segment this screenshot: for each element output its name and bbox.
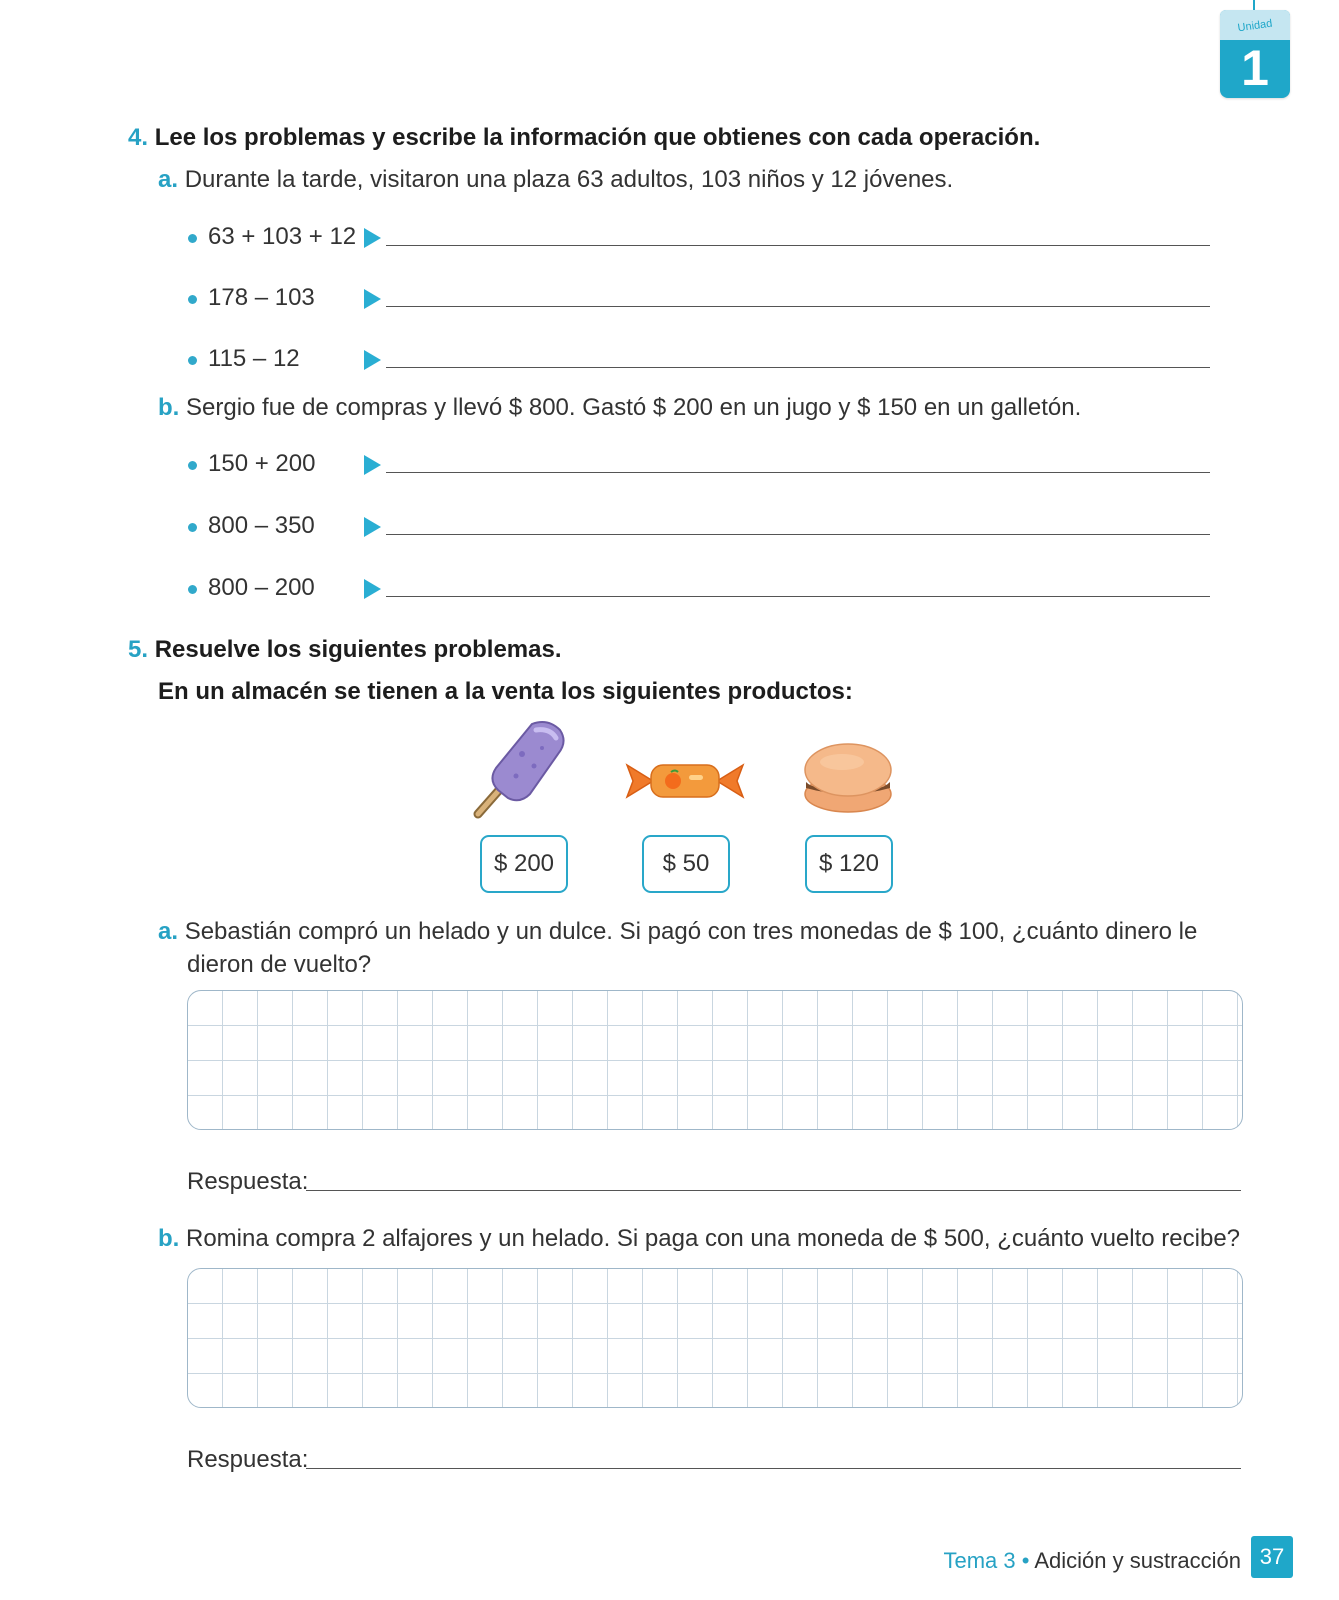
- operation-expression: 63 + 103 + 12: [208, 223, 357, 250]
- price-tag-alfajor: $ 120: [805, 835, 893, 893]
- q4a-letter: a.: [158, 166, 179, 193]
- q4a-text: Durante la tarde, visitaron una plaza 63 adultos, 103 niños y 12 jóvenes.: [184, 166, 954, 193]
- arrow-right-icon: [364, 517, 381, 537]
- q4-heading: [128, 124, 1040, 152]
- unit-number: 1: [1241, 40, 1269, 96]
- unit-label: Unidad: [1236, 17, 1274, 35]
- q4-title: Lee los problemas y escribe la información que obtienes con cada operación.: [154, 124, 1041, 151]
- q4a-op-row-3: [188, 345, 1208, 375]
- answer-line[interactable]: [386, 472, 1210, 473]
- page-number: 37: [1251, 1536, 1293, 1578]
- q5-number: 5.: [128, 636, 149, 663]
- footer-topic: [943, 1548, 1241, 1574]
- q5a-statement: [158, 915, 1238, 981]
- footer-separator: •: [1021, 1548, 1030, 1573]
- answer-line[interactable]: [386, 245, 1210, 246]
- q5b-answer-label: Respuesta:: [187, 1446, 309, 1473]
- wrapped-candy-icon: [623, 757, 747, 805]
- price-tag-ice-cream: $ 200: [480, 835, 568, 893]
- answer-line[interactable]: [386, 367, 1210, 368]
- footer-tema: Tema 3: [943, 1548, 1016, 1573]
- q4a-op-row-2: [188, 284, 1208, 314]
- q4b-statement: [158, 394, 1081, 422]
- q5-intro: En un almacén se tienen a la venta los siguientes productos:: [158, 678, 853, 705]
- answer-line[interactable]: [386, 306, 1210, 307]
- operation-expression: 115 – 12: [208, 345, 300, 372]
- unit-tab: [1220, 10, 1290, 98]
- q5b-letter: b.: [158, 1225, 180, 1252]
- q5a-text-line2: dieron de vuelto?: [187, 951, 372, 978]
- q5-heading: [128, 636, 562, 664]
- q5a-letter: a.: [158, 918, 179, 945]
- operation-expression: 178 – 103: [208, 284, 315, 311]
- q4b-op-row-3: [188, 574, 1208, 604]
- arrow-right-icon: [364, 579, 381, 599]
- answer-line[interactable]: [386, 534, 1210, 535]
- q5a-answer-line[interactable]: [306, 1190, 1241, 1191]
- operation-expression: 800 – 200: [208, 574, 315, 601]
- bullet-dot: [188, 461, 197, 470]
- q4b-letter: b.: [158, 394, 180, 421]
- q4a-op-row-1: [188, 223, 1208, 253]
- operation-expression: 800 – 350: [208, 512, 315, 539]
- q4b-text: Sergio fue de compras y llevó $ 800. Gastó $ 200 en un jugo y $ 150 en un galletón.: [186, 394, 1082, 421]
- operation-expression: 150 + 200: [208, 450, 316, 477]
- q5b-text: Romina compra 2 alfajores y un helado. Si paga con una moneda de $ 500, ¿cuánto vuelto recibe?: [186, 1225, 1241, 1252]
- q4-number: 4.: [128, 124, 149, 151]
- alfajor-cookie-icon: [802, 742, 894, 816]
- bullet-dot: [188, 585, 197, 594]
- arrow-right-icon: [364, 289, 381, 309]
- q5-title: Resuelve los siguientes problemas.: [154, 636, 562, 663]
- arrow-right-icon: [364, 350, 381, 370]
- arrow-right-icon: [364, 228, 381, 248]
- q5a-answer-label: Respuesta:: [187, 1168, 309, 1195]
- answer-line[interactable]: [386, 596, 1210, 597]
- q4a-statement: [158, 166, 953, 194]
- q5b-answer-line[interactable]: [306, 1468, 1241, 1469]
- bullet-dot: [188, 356, 197, 365]
- q5b-statement: [158, 1225, 1240, 1253]
- bullet-dot: [188, 295, 197, 304]
- q4b-op-row-1: [188, 450, 1208, 480]
- bullet-dot: [188, 234, 197, 243]
- price-tag-candy: $ 50: [642, 835, 730, 893]
- q5b-work-grid[interactable]: [187, 1268, 1243, 1408]
- q5a-work-grid[interactable]: [187, 990, 1243, 1130]
- arrow-right-icon: [364, 455, 381, 475]
- bullet-dot: [188, 523, 197, 532]
- q4b-op-row-2: [188, 512, 1208, 542]
- q5a-text-line1: Sebastián compró un helado y un dulce. Si pagó con tres monedas de $ 100, ¿cuánto dinero le: [184, 918, 1198, 945]
- footer-topic-text: Adición y sustracción: [1034, 1548, 1241, 1573]
- ice-cream-bar-icon: [472, 718, 576, 822]
